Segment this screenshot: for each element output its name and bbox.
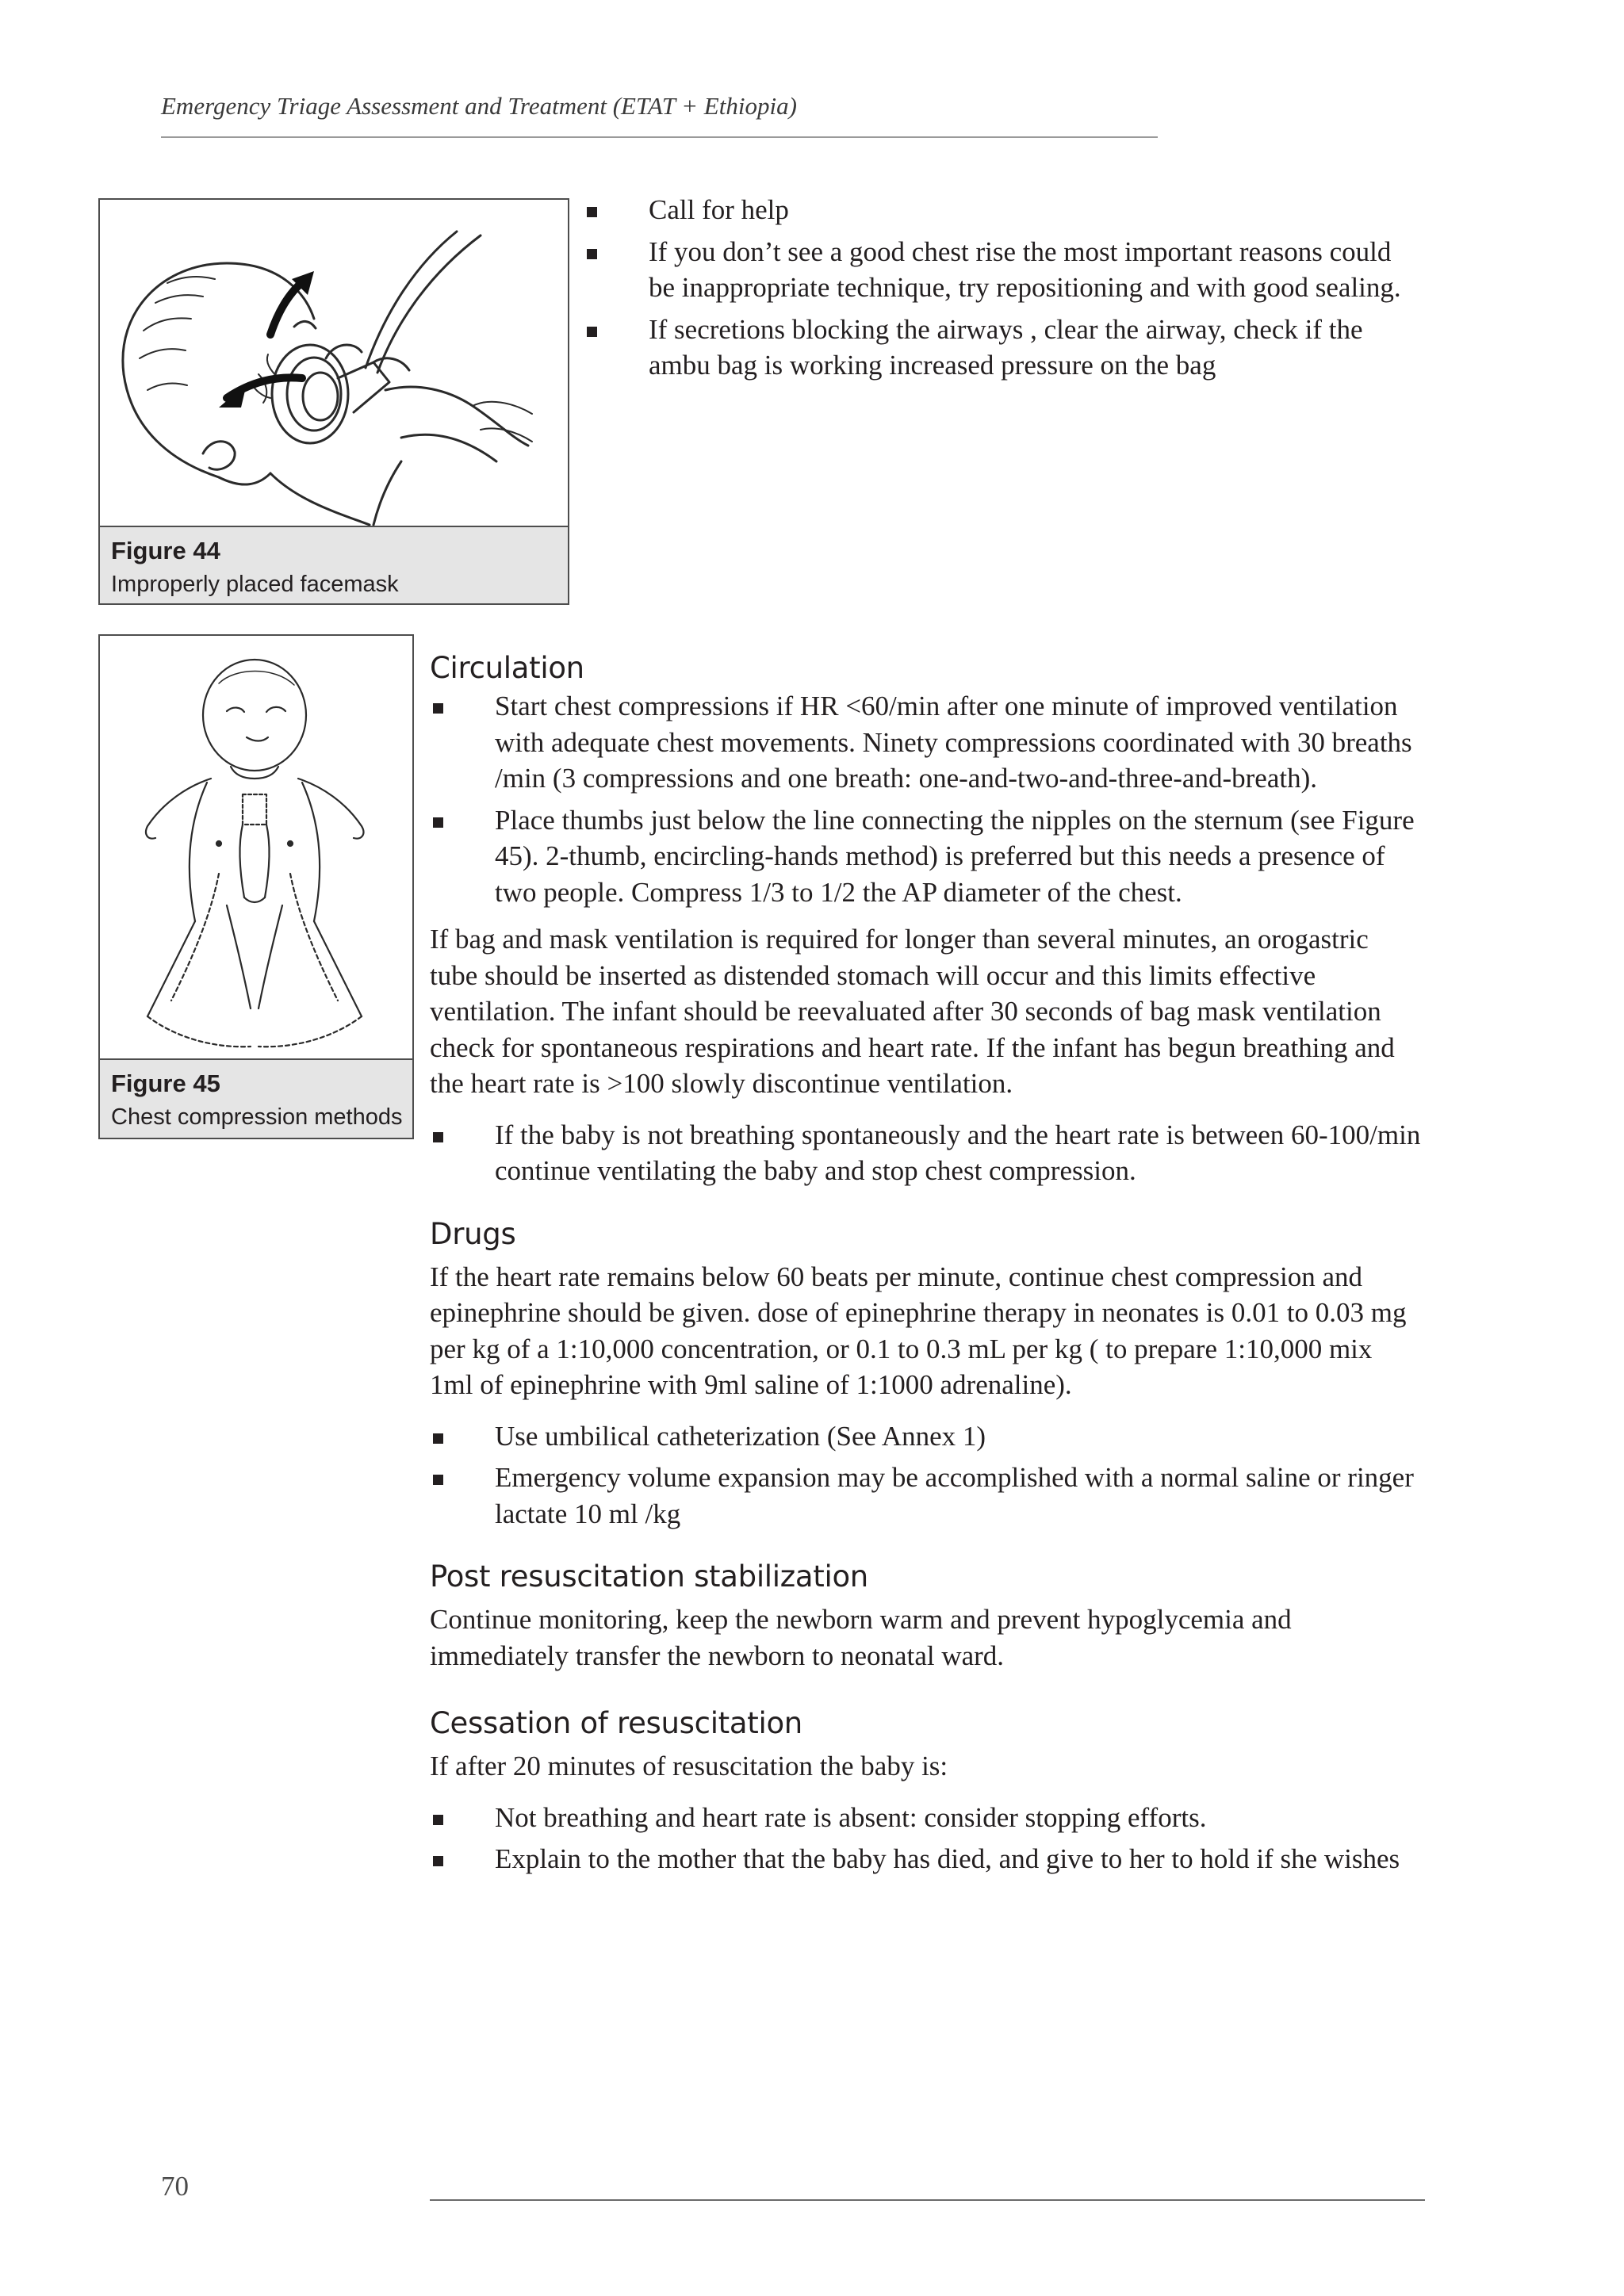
- figure-45: [98, 634, 414, 1139]
- header-rule: [161, 136, 1158, 138]
- bullet-marker: [587, 249, 597, 259]
- list-item: [430, 1460, 1421, 1532]
- figure-44-illustration: [100, 200, 568, 527]
- bullet-text: Explain to the mother that the baby has died, and give to her to hold if she wishes: [495, 1843, 1400, 1874]
- figure-44-caption: [100, 526, 568, 603]
- list-item: [430, 1117, 1421, 1189]
- list-item: [430, 688, 1421, 797]
- bullet-text: If secretions blocking the airways , clear the airway, check if the ambu bag is working increased pressure on the bag: [649, 313, 1363, 381]
- footer-rule: [430, 2199, 1425, 2201]
- bullet-text: If you don’t see a good chest rise the most important reasons could be inappropriate technique, try repositioning and with good sealing.: [649, 235, 1401, 303]
- bullet-marker: [433, 817, 443, 828]
- bullet-marker: [433, 1815, 443, 1825]
- bullet-text: Start chest compressions if HR <60/min after one minute of improved ventilation with adequate chest movements. Ninety compressions coordinated with 30 breaths /min (3 compressions and one breath: one-and-two-and-three-and-breath).: [495, 691, 1412, 794]
- bullet-text: Place thumbs just below the line connecting the nipples on the sternum (see Figure 45). 2-thumb, encircling-hands method) is preferred but this needs a presence of two people. Compress 1/3 to 1/2 the AP diameter of the chest.: [495, 804, 1415, 908]
- bullet-marker: [433, 1475, 443, 1485]
- bullet-marker: [433, 703, 443, 714]
- cessation-paragraph: If after 20 minutes of resuscitation the baby is:: [430, 1751, 948, 1781]
- circulation-bullet-list-after: [430, 1117, 1421, 1189]
- section-heading-circulation: Circulation: [430, 651, 584, 685]
- bullet-text: Not breathing and heart rate is absent: consider stopping efforts.: [495, 1801, 1207, 1833]
- page-number: 70: [161, 2171, 189, 2202]
- section-heading-drugs: Drugs: [430, 1216, 516, 1251]
- post-resuscitation-paragraph: Continue monitoring, keep the newborn warm and prevent hypoglycemia and immediately transfer the newborn to neonatal ward.: [430, 1604, 1292, 1671]
- drugs-bullet-list: [430, 1418, 1421, 1533]
- list-item: [430, 802, 1421, 911]
- bullet-text: If the baby is not breathing spontaneously and the heart rate is between 60-100/min continue ventilating the baby and stop chest compression.: [495, 1119, 1421, 1186]
- circulation-bullet-list: [430, 688, 1421, 910]
- drugs-paragraph: If the heart rate remains below 60 beats per minute, continue chest compression and epinephrine should be given. dose of epinephrine therapy in neonates is 0.01 to 0.03 mg per kg of a 1:10,000 concentration, or 0.1 to 0.3 mL per kg ( to prepare 1:10,000 mix 1ml of epinephrine with 9ml saline of 1:1000 adrenaline).: [430, 1261, 1407, 1400]
- chest-compression-illustration: [100, 636, 412, 1058]
- list-item: [587, 312, 1411, 384]
- bullet-marker: [433, 1856, 443, 1866]
- circulation-paragraph: If bag and mask ventilation is required for longer than several minutes, an orogastric tube should be inserted as distended stomach will occur and this limits effective ventilation. The infant should be reevaluated after 30 seconds of bag mask ventilation check for spontaneous respirations and heart rate. If the infant has begun breathing and the heart rate is >100 slowly discontinue ventilation.: [430, 924, 1395, 1099]
- figure-45-number: Figure 45: [111, 1070, 220, 1097]
- section-heading-cessation: Cessation of resuscitation: [430, 1706, 802, 1740]
- main-text-column: [430, 649, 1421, 1877]
- top-bullet-list: [587, 192, 1411, 384]
- figure-45-caption-text: Chest compression methods: [111, 1104, 403, 1130]
- cessation-bullet-list: [430, 1800, 1421, 1877]
- figure-44-caption-text: Improperly placed facemask: [111, 572, 399, 597]
- figure-45-caption: [100, 1058, 412, 1138]
- bullet-text: Use umbilical catheterization (See Annex 1): [495, 1420, 986, 1452]
- list-item: [430, 1800, 1421, 1836]
- bullet-text: Emergency volume expansion may be accomplished with a normal saline or ringer lactate 10 ml /kg: [495, 1462, 1414, 1529]
- list-item: [430, 1418, 1421, 1455]
- bullet-marker: [587, 327, 597, 337]
- facemask-illustration: [100, 200, 568, 527]
- figure-45-illustration: [100, 636, 412, 1058]
- list-item: [587, 234, 1411, 306]
- list-item: [587, 192, 1411, 228]
- bullet-marker: [587, 207, 597, 217]
- bullet-marker: [433, 1132, 443, 1142]
- figure-44: [98, 198, 569, 605]
- section-heading-post-resuscitation: Post resuscitation stabilization: [430, 1559, 868, 1594]
- bullet-marker: [433, 1433, 443, 1444]
- bullet-text: Call for help: [649, 194, 789, 225]
- running-header: Emergency Triage Assessment and Treatment (ETAT + Ethiopia): [161, 92, 797, 120]
- list-item: [430, 1841, 1421, 1877]
- figure-44-number: Figure 44: [111, 537, 220, 564]
